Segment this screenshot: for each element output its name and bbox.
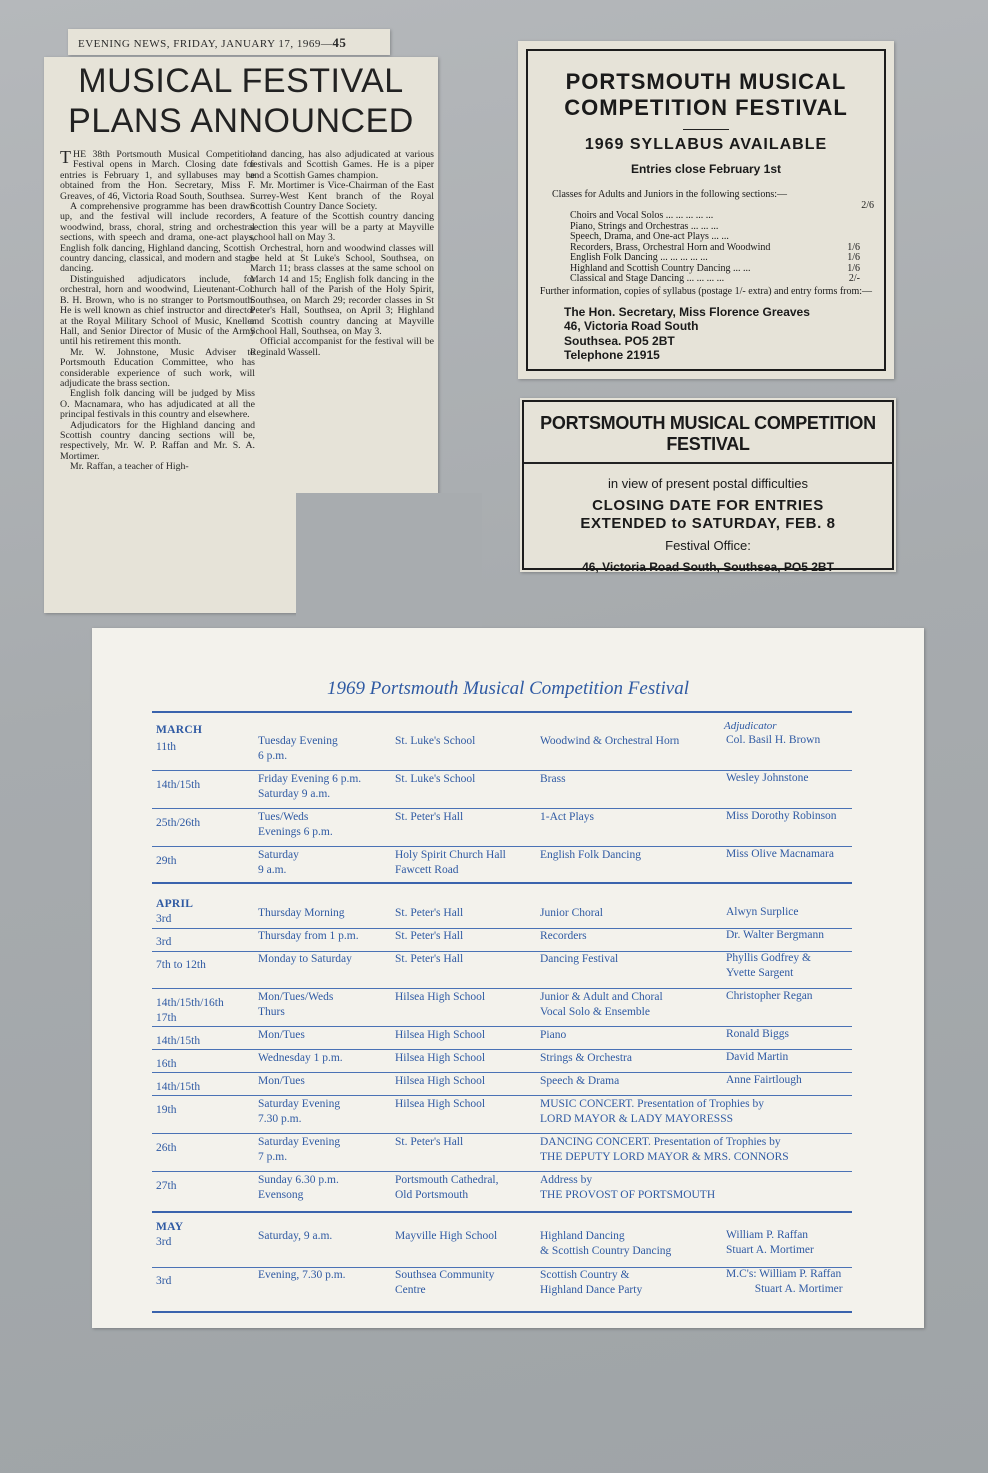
section-fee: 1/6	[847, 262, 860, 274]
adjudicator-name: Alwyn Surplice	[726, 906, 799, 918]
adjudicator-name: Wesley Johnstone	[726, 772, 809, 784]
programme-sheet	[92, 628, 924, 1328]
event-date: 27th	[156, 1180, 177, 1192]
event-time: Saturday Evening 7 p.m.	[258, 1136, 341, 1163]
event-date: 14th/15th/16th 17th	[156, 997, 224, 1024]
notice-line: Festival Office:	[665, 538, 751, 553]
paragraph: Orchestral, horn and woodwind classes will be held at St Luke's School, Southsea, on March 11; brass classes at the same school on March 14 and 15; English folk dancing in the church hall of the Parish of the Holy Spirit, Southsea, on March 29; recorder classes in St Peter's Hall, Southsea, on April 3; Highland and Scottish country dancing at Mayville School Hall, Southsea, on May 3.	[250, 242, 434, 337]
event-time: Tuesday Evening 6 p.m.	[258, 735, 338, 762]
section-fee: 2/-	[848, 273, 860, 284]
paragraph: Official accompanist for the festival will be Reginald Wassell.	[250, 336, 434, 358]
page-number: 45	[332, 35, 347, 50]
divider	[524, 462, 892, 464]
adjudicator-name: Miss Dorothy Robinson	[726, 810, 837, 822]
notice-line: EXTENDED to SATURDAY, FEB. 8	[580, 515, 836, 532]
event-time: Mon/Tues/Weds Thurs	[258, 991, 334, 1018]
event-name: Address by THE PROVOST OF PORTSMOUTH	[540, 1174, 716, 1201]
event-name: 1-Act Plays	[540, 811, 594, 823]
event-time: Friday Evening 6 p.m. Saturday 9 a.m.	[258, 773, 362, 800]
event-date: 25th/26th	[156, 817, 201, 829]
event-name: Brass	[540, 773, 566, 785]
adjudicator-name: Anne Fairtlough	[726, 1074, 802, 1086]
title-line: PORTSMOUTH MUSICAL	[565, 69, 847, 94]
address-line: The Hon. Secretary, Miss Florence Greaves	[564, 304, 810, 319]
event-name: Highland Dancing & Scottish Country Dancing	[540, 1230, 672, 1257]
adjudicator-name: Christopher Regan	[726, 990, 813, 1002]
event-date: 14th/15th	[156, 1035, 201, 1047]
event-name: Strings & Orchestra	[540, 1052, 632, 1064]
event-name: Dancing Festival	[540, 953, 619, 965]
notice-line: in view of present postal difficulties	[608, 476, 808, 491]
event-venue: Portsmouth Cathedral, Old Portsmouth	[395, 1174, 499, 1201]
adjudicator-name: M.C's: William P. Raffan Stuart A. Mortimer	[726, 1268, 843, 1295]
event-name: English Folk Dancing	[540, 849, 641, 861]
event-date: 3rd	[156, 936, 172, 948]
event-venue: Hilsea High School	[395, 1075, 486, 1087]
paragraph: A comprehensive programme has been drawn up, and the festival will include recorders, woodwind, brass, choral, string and orchestral sections, with speech and drama, one-act plays, English folk dancing, Highland dancing, Scottish country dancing, classical, and modern and stage dancing.	[60, 201, 255, 275]
event-name: DANCING CONCERT. Presentation of Trophies by THE DEPUTY LORD MAYOR & MRS. CONNORS	[540, 1136, 789, 1163]
section-name: Choirs and Vocal Solos ... ... ... ... ...	[570, 210, 714, 221]
event-time: Mon/Tues	[258, 1075, 305, 1087]
event-date: 11th	[156, 741, 177, 753]
event-venue: St. Luke's School	[395, 735, 476, 747]
section-name: Recorders, Brass, Orchestral Horn and Woodwind	[570, 241, 771, 253]
paragraph: English folk dancing will be judged by Miss O. Macnamara, who has adjudicated at all the principal festivals in this country and elsewhere.	[60, 388, 255, 421]
article-column-right	[250, 150, 434, 358]
event-date: 26th	[156, 1142, 177, 1154]
event-venue: St. Peter's Hall	[395, 907, 464, 919]
table-rule	[152, 1211, 852, 1213]
advert-title	[528, 69, 884, 121]
address-line: Telephone 21915	[564, 348, 660, 362]
title-line: COMPETITION FESTIVAL	[564, 95, 848, 120]
event-time: Mon/Tues	[258, 1029, 305, 1041]
adjudicator-name: David Martin	[726, 1051, 789, 1063]
table-rule	[152, 1171, 852, 1172]
paragraph: A feature of the Scottish country dancing section this year will be a party at Mayville school hall on May 3.	[250, 211, 434, 244]
event-time: Monday to Saturday	[258, 953, 352, 965]
event-name: Piano	[540, 1029, 567, 1041]
event-venue: Hilsea High School	[395, 991, 486, 1003]
advert-subtitle: 1969 SYLLABUS AVAILABLE	[584, 136, 828, 153]
section-item	[570, 274, 860, 285]
paragraph: Distinguished adjudicators include, for orchestral, horn and woodwind, Lieutenant-Col. B. H. Brown, who is no stranger to Portsmouth. He is well known as chief instructor and director at the Royal Military School of Music, Kneller Hall, and Senior Director of Music of the Army until his retirement this month.	[60, 273, 255, 348]
section-name: English Folk Dancing ... ... ... ... ...	[570, 252, 708, 263]
adjudicator-name: Dr. Walter Bergmann	[726, 929, 824, 941]
event-venue: St. Peter's Hall	[395, 930, 464, 942]
event-time: Thursday from 1 p.m.	[258, 930, 359, 942]
event-venue: St. Peter's Hall	[395, 1136, 464, 1148]
paragraph: Adjudicators for the Highland dancing and Scottish country dancing sections will be, respectively, Mr. W. P. Raffan and Mr. S. A. Mortimer.	[60, 419, 255, 462]
event-date: 19th	[156, 1104, 177, 1116]
month-heading-april: APRIL	[156, 898, 194, 910]
event-venue: Hilsea High School	[395, 1098, 486, 1110]
intro-fee: 2/6	[861, 199, 874, 211]
event-venue: Mayville High School	[395, 1230, 498, 1242]
section-name: Classical and Stage Dancing ... ... ... ...	[570, 273, 725, 284]
address-line: 46, Victoria Road South	[564, 319, 699, 333]
adjudicator-name: William P. Raffan Stuart A. Mortimer	[726, 1229, 814, 1256]
event-date: 3rd	[156, 1236, 172, 1248]
event-name: Recorders	[540, 930, 587, 942]
section-fee: 1/6	[847, 252, 860, 263]
intro-text: Classes for Adults and Juniors in the following sections:—	[552, 189, 787, 200]
event-date: 14th/15th	[156, 1081, 201, 1093]
further-info: Further information, copies of syllabus (postage 1/- extra) and entry forms from:—	[539, 285, 873, 297]
article-clipping	[44, 57, 438, 613]
table-rule	[152, 1133, 852, 1134]
section-fee: 1/6	[847, 241, 860, 253]
section-name: Piano, Strings and Orchestras ... ... ...	[570, 220, 719, 232]
dateline-text: EVENING NEWS, FRIDAY, JANUARY 17, 1969	[78, 38, 321, 50]
event-venue: Southsea Community Centre	[395, 1269, 495, 1296]
paragraph: Mr. Mortimer is Vice-Chairman of the East Surrey-West Kent branch of the Royal Scottish Country Dance Society.	[250, 180, 434, 213]
section-name: Speech, Drama, and One-act Plays ... ...	[570, 231, 729, 242]
article-headline	[44, 57, 438, 141]
event-venue: Hilsea High School	[395, 1052, 486, 1064]
event-date: 29th	[156, 855, 177, 867]
event-time: Sunday 6.30 p.m. Evensong	[258, 1174, 339, 1201]
headline-text: MUSICAL FESTIVAL PLANS ANNOUNCED	[68, 62, 414, 140]
paragraph: land dancing, has also adjudicated at various festivals and Scottish Games. He is a piper and a Scottish Games champion.	[250, 149, 434, 181]
event-time: Thursday Morning	[258, 907, 345, 919]
event-name: Speech & Drama	[540, 1075, 620, 1087]
advert-title: PORTSMOUTH MUSICAL COMPETITION FESTIVAL	[540, 413, 876, 454]
adjudicator-name: Miss Olive Macnamara	[726, 848, 834, 860]
event-time: Tues/Weds Evenings 6 p.m.	[258, 811, 333, 838]
table-rule	[152, 882, 852, 884]
event-name: Junior & Adult and Choral Vocal Solo & Ensemble	[540, 991, 663, 1018]
article-column-left	[60, 147, 255, 473]
entries-deadline: Entries close February 1st	[630, 162, 782, 176]
notice-line: CLOSING DATE FOR ENTRIES	[592, 497, 824, 514]
event-venue: Holy Spirit Church Hall Fawcett Road	[395, 849, 506, 876]
advert-frame	[522, 400, 894, 574]
adjudicator-name: Col. Basil H. Brown	[726, 734, 821, 746]
newspaper-dateline: EVENING NEWS, FRIDAY, JANUARY 17, 1969—45	[68, 29, 390, 55]
event-venue: St. Peter's Hall	[395, 953, 464, 965]
contact-address	[564, 305, 884, 363]
event-date: 14th/15th	[156, 779, 201, 791]
table-rule	[152, 711, 852, 713]
paragraph: Mr. W. Johnstone, Music Adviser to Portsmouth Education Committee, who has considerable experience of such work, will adjudicate the brass section.	[60, 346, 255, 389]
paragraph: Mr. Raffan, a teacher of High-	[70, 461, 189, 473]
adjudicator-name: Ronald Biggs	[726, 1028, 789, 1040]
event-date: 3rd	[156, 1275, 172, 1287]
month-heading-may: MAY	[156, 1221, 184, 1233]
event-venue: St. Peter's Hall	[395, 811, 464, 823]
event-time: Wednesday 1 p.m.	[258, 1052, 343, 1064]
address-line: Southsea. PO5 2BT	[564, 333, 675, 348]
event-name: MUSIC CONCERT. Presentation of Trophies by LORD MAYOR & LADY MAYORESSS	[540, 1098, 764, 1125]
adjudicator-header: Adjudicator	[724, 720, 777, 732]
sections-list	[570, 211, 860, 285]
event-name: Woodwind & Orchestral Horn	[540, 735, 680, 747]
sections-intro	[552, 190, 878, 211]
event-time: Evening, 7.30 p.m.	[258, 1269, 346, 1281]
event-time: Saturday Evening 7.30 p.m.	[258, 1098, 341, 1125]
paragraph: THE 38th Portsmouth Musical Competition Festival opens in March. Closing date for entries is February 1, and syllabuses may be obtained from the Hon. Secretary, Miss F. Greaves, of 46, Victoria Road South, Southsea.	[60, 147, 255, 202]
event-date: 7th to 12th	[156, 959, 206, 971]
event-date: 16th	[156, 1058, 177, 1070]
table-rule	[152, 1311, 852, 1313]
event-name: Scottish Country & Highland Dance Party	[540, 1269, 643, 1296]
event-date: 3rd	[156, 913, 172, 925]
month-heading-march: MARCH	[156, 724, 203, 736]
advert-frame	[526, 49, 886, 371]
divider	[683, 129, 729, 130]
event-venue: St. Luke's School	[395, 773, 476, 785]
section-name: Highland and Scottish Country Dancing ... ...	[570, 262, 751, 274]
notice-line: 46, Victoria Road South, Southsea, PO5 2BT	[582, 560, 834, 574]
adjudicator-name: Phyllis Godfrey & Yvette Sargent	[726, 952, 811, 979]
event-name: Junior Choral	[540, 907, 603, 919]
deadline-extension-advert	[520, 398, 896, 572]
event-time: Saturday, 9 a.m.	[258, 1230, 333, 1242]
event-venue: Hilsea High School	[395, 1029, 486, 1041]
syllabus-advert	[518, 41, 894, 379]
event-time: Saturday 9 a.m.	[258, 849, 299, 876]
programme-title: 1969 Portsmouth Musical Competition Festival	[326, 678, 690, 699]
table-rule	[152, 1095, 852, 1096]
